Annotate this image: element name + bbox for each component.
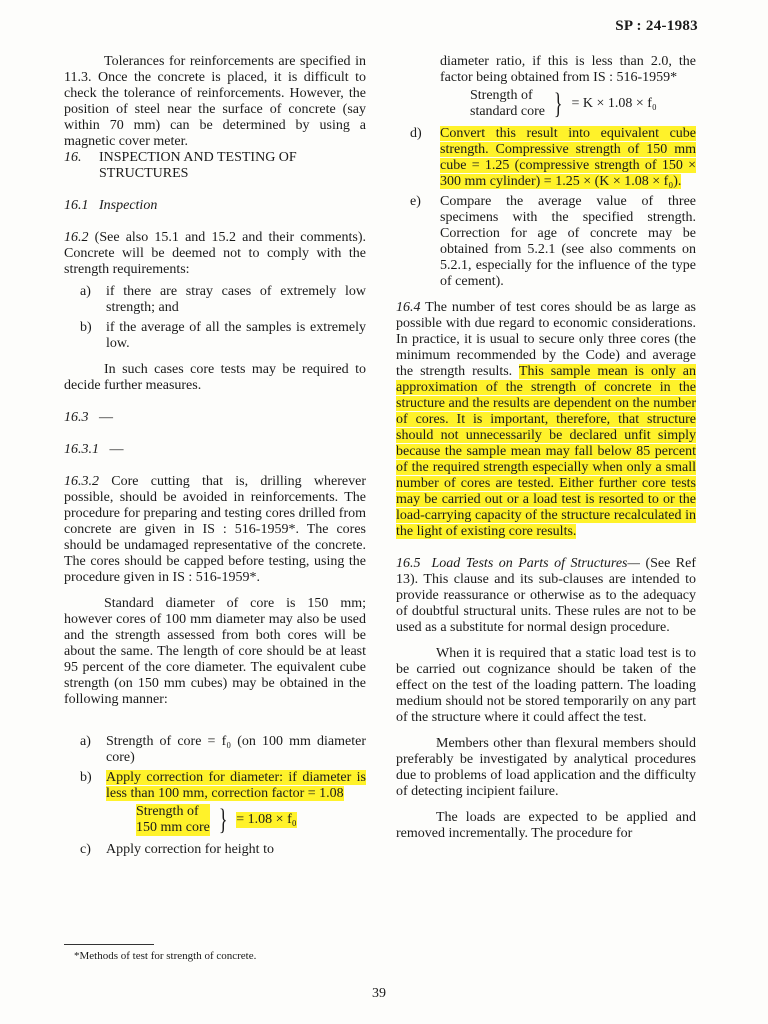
section-16-3 xyxy=(64,410,366,426)
equivalent-strength-steps xyxy=(64,734,366,858)
clause-text: The number of test cores should be as large as possible with due regard to economic considerations. In practice, it is usual to secure only three cores (the minimum recommended by the Code) and average the strength results. xyxy=(396,300,697,379)
section-16-heading xyxy=(64,150,366,182)
list-marker: e) xyxy=(410,194,421,209)
tolerances-paragraph: Tolerances for reinforcements are specified in 11.3. Once the concrete is placed, it is difficult to check the tolerance of reinforcements. However, the position of steel near the surface of concrete (say within 70 mm) can be determined by using a magnetic cover meter. xyxy=(64,54,366,149)
brace-symbol: } xyxy=(553,87,563,120)
clause-title: Load Tests on Parts of Structures— xyxy=(431,556,640,571)
brace-symbol: } xyxy=(218,803,228,836)
clause-text: — xyxy=(99,410,113,425)
formula-label-line1: Strength of xyxy=(470,88,533,103)
section-number: 16. xyxy=(64,150,82,165)
list-text: Compare the average value of three specimens with the specified strength. Correction for age of concrete may be obtained from 5.2.1 (see also comments on 5.2.1, especially for the influence of the type of cement). xyxy=(440,194,696,289)
members-paragraph: Members other than flexural members should preferably be investigated by analytical procedures due to problems of load application and the difficulty of detecting incipient failure. xyxy=(396,736,696,799)
list-item xyxy=(396,126,696,190)
list-item xyxy=(64,284,366,316)
list-text: Strength of core = f₀ (on 100 mm diameter core) xyxy=(106,734,366,765)
list-text: if the average of all the samples is extremely low. xyxy=(106,320,366,351)
clause-number: 16.4 xyxy=(396,300,421,315)
footnote: *Methods of test for strength of concrete. xyxy=(74,950,257,962)
clause-text: (See also 15.1 and 15.2 and their comments). Concrete will be deemed not to comply with the strength requirements: xyxy=(64,230,367,277)
height-correction-formula xyxy=(470,88,696,120)
loads-paragraph: The loads are expected to be applied and removed incrementally. The procedure for xyxy=(396,810,696,841)
formula-expression: = K × 1.08 × f₀ xyxy=(571,96,657,111)
right-column xyxy=(396,54,696,842)
list-item xyxy=(64,770,366,838)
list-text: if there are stray cases of extremely low strength; and xyxy=(106,284,366,315)
standard-diameter-paragraph: Standard diameter of core is 150 mm; however cores of 100 mm diameter may also be used and the strength assessed from both cores will be about the same. The length of core should be at least 95 percent of the core diameter. The equivalent cube strength (on 150 mm cubes) may be obtained in the following manner: xyxy=(64,596,366,707)
core-tests-paragraph: In such cases core tests may be required to decide further measures. xyxy=(64,362,366,393)
clause-number: 16.3.1 xyxy=(64,442,99,457)
list-marker: b) xyxy=(80,770,92,785)
formula-expression: = 1.08 × f₀ xyxy=(236,812,297,827)
document-code: SP : 24-1983 xyxy=(615,18,698,34)
clause-text: (See Ref 13). This clause and its sub-clauses are intended to provide reassurance or otherwise as to the adequacy of doubtful structural units. These rules are not to be used as a substitute for normal design procedure. xyxy=(396,556,697,635)
section-16-3-1 xyxy=(64,442,366,458)
list-marker: a) xyxy=(80,734,91,749)
clause-number: 16.3.2 xyxy=(64,474,99,489)
list-text: diameter ratio, if this is less than 2.0, the factor being obtained from IS : 516-1959* xyxy=(440,54,696,85)
list-item xyxy=(396,54,696,122)
list-text: Apply correction for height to xyxy=(106,842,274,857)
list-item xyxy=(64,842,366,858)
clause-number: 16.1 xyxy=(64,198,89,213)
equivalent-strength-steps-continued xyxy=(396,54,696,290)
static-load-paragraph: When it is required that a static load test is to be carried out cognizance should be taken of the effect on the test of the loading pattern. The loading medium should not be stored temporarily on any part of the structure where it could affect the test. xyxy=(396,646,696,725)
clause-number: 16.2 xyxy=(64,230,89,245)
section-16-1 xyxy=(64,198,366,214)
list-marker: d) xyxy=(410,126,422,141)
section-16-4 xyxy=(396,300,696,540)
clause-text: Core cutting that is, drilling wherever possible, should be avoided in reinforcements. The procedure for preparing and testing cores drilled from concrete are given in IS : 516-1959*. The cores should be undamaged representative of the concrete. The cores should be capped before testing, using the procedure given in IS : 516-1959*. xyxy=(64,474,366,585)
strength-requirements-list xyxy=(64,284,366,352)
diameter-correction-formula xyxy=(136,804,366,836)
formula-label-line2: standard core xyxy=(470,104,546,119)
section-16-3-2 xyxy=(64,474,366,586)
formula-label-line1: Strength of xyxy=(136,804,199,819)
list-item xyxy=(396,194,696,290)
highlighted-text: Convert this result into equivalent cube strength. Compressive strength of 150 mm cube = 1.25 (compressive strength of 150 × 300 mm cylinder) = 1.25 × (K × 1.08 × f₀). xyxy=(440,126,696,189)
left-column xyxy=(64,54,366,862)
formula-label-line2: 150 mm core xyxy=(136,820,210,835)
highlighted-text: Apply correction for diameter: if diameter is less than 100 mm, correction factor = 1.08 xyxy=(106,770,366,801)
section-title: INSPECTION AND TESTING OF STRUCTURES xyxy=(99,150,297,181)
list-item xyxy=(64,734,366,766)
highlighted-text: This sample mean is only an approximation of the strength of concrete in the structure and the results are dependent on the number of cores. It is important, therefore, that structure should not unnecessarily be declared unfit simply because the sample mean may fall below 85 percent of the required strength especially when only a small number of cores are tested. Either further core tests may be carried out or a load test is resorted to or the load-carrying capacity of the structure recalculated in the light of existing core results. xyxy=(396,364,697,539)
list-marker: a) xyxy=(80,284,91,299)
footnote-rule xyxy=(64,944,154,945)
page-number: 39 xyxy=(372,986,386,1001)
section-16-2 xyxy=(64,230,366,278)
clause-title: Inspection xyxy=(99,198,158,213)
list-marker: b) xyxy=(80,320,92,335)
clause-number: 16.5 xyxy=(396,556,421,571)
clause-number: 16.3 xyxy=(64,410,89,425)
section-16-5 xyxy=(396,556,696,636)
list-item xyxy=(64,320,366,352)
list-marker: c) xyxy=(80,842,91,857)
clause-text: — xyxy=(109,442,124,457)
